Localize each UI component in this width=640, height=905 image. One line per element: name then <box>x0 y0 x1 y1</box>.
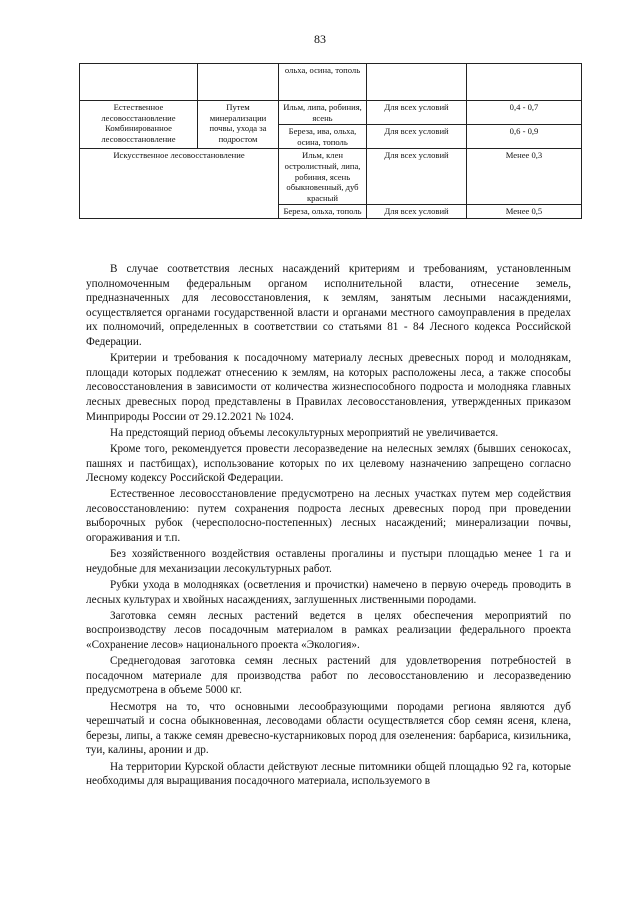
table-row <box>80 64 582 101</box>
page-number: 83 <box>314 32 326 46</box>
paragraph: Кроме того, рекомендуется провести лесоразведение на нелесных землях (бывших сенокосах, пашнях и пастбищах), использование которых по их целевому назначению запрещено согласно Лесному кодексу Российской Федерации. <box>86 442 571 485</box>
paragraph: В случае соответствия лесных насаждений критериям и требованиям, установленным уполномоченным федеральным органом исполнительной власти, отнесение земель, предназначенных для лесовосстановления, к землям, занятым лесными насаждениями, осуществляется органами государственной власти и органами местного самоуправления в пределах их полномочий, определенных в соответствии со статьями 81 - 84 Лесного кодекса Российской Федерации. <box>86 263 571 348</box>
table-row <box>80 149 582 205</box>
reforestation-table <box>79 63 582 219</box>
table-cell-value: 0,4 - 0,7 <box>467 101 582 125</box>
paragraph: Заготовка семян лесных растений ведется в целях обеспечения мероприятий по воспроизводству лесов посадочным материалом в рамках реализации федерального проекта «Сохранение лесов» национального проекта «Экология». <box>86 609 571 651</box>
paragraph: Без хозяйственного воздействия оставлены прогалины и пустыри площадью менее 1 га и неудобные для механизации лесокультурных работ. <box>86 548 571 575</box>
table-cell-species: Береза, ольха, тополь <box>279 205 367 219</box>
table-cell-conditions: Для всех условий <box>367 101 467 125</box>
paragraph: Несмотря на то, что основными лесообразующими породами региона являются дуб черешчатый и сосна обыкновенная, лесоводами области осуществляется сбор семян ясеня, клена, березы, липы, а также семян древесно-кустарниковых пород для озеленения: барбариса, кизильника, туи, калины, аронии и др. <box>86 700 571 757</box>
paragraph: На предстоящий период объемы лесокультурных мероприятий не увеличивается. <box>110 426 499 439</box>
table-cell-conditions: Для всех условий <box>367 125 467 149</box>
table-cell-conditions: Для всех условий <box>367 205 467 219</box>
table-cell <box>367 64 467 101</box>
paragraph: Среднегодовая заготовка семян лесных растений для удовлетворения потребностей в посадочном материале для производства работ по лесовосстановлению и лесоразведению предусмотрена в объеме 5000 кг. <box>86 655 571 697</box>
table-cell-species: Ильм, липа, робиния, ясень <box>279 101 367 125</box>
table-cell-measures: Путем минерализации почвы, ухода за подростом <box>198 101 279 149</box>
table-cell-species: ольха, осина, тополь <box>279 64 367 101</box>
body-text <box>86 262 571 790</box>
table-cell-method: Искусственное лесовосстановление <box>80 149 279 219</box>
table-cell <box>198 64 279 101</box>
table-cell-species: Береза, ива, ольха, осина, тополь <box>279 125 367 149</box>
table-cell <box>80 64 198 101</box>
method-combined: Комбинированное лесовосстановление <box>101 123 176 144</box>
table-cell-value: Менее 0,5 <box>467 205 582 219</box>
paragraph: На территории Курской области действуют лесные питомники общей площадью 92 га, которые необходимы для выращивания посадочного материала, используемого в <box>86 760 571 788</box>
paragraph: Естественное лесовосстановление предусмотрено на лесных участках путем мер содействия лесовосстановлению: путем сохранения подроста лесных древесных пород при проведении выборочных рубок (чересполосно-постепенных) лесных насаждений; минерализации почвы, огораживания и т.п. <box>86 488 571 545</box>
table-cell-species: Ильм, клен остролистный, липа, робиния, ясень обыкновенный, дуб красный <box>279 149 367 205</box>
table-cell <box>467 64 582 101</box>
paragraph: Критерии и требования к посадочному материалу лесных древесных пород и молоднякам, площади которых подлежат отнесению к землям, на которых расположены леса, а также способы лесовосстановления в зависимости от количества жизнеспособного подроста и молодняка главных лесных древесных пород представлены в Правилах лесовосстановления, утвержденных приказом Минприроды России от 29.12.2021 № 1024. <box>86 352 571 423</box>
method-natural: Естественное лесовосстановление <box>101 102 176 123</box>
table-cell-method <box>80 101 198 149</box>
table-row <box>80 101 582 125</box>
table-cell-conditions: Для всех условий <box>367 149 467 205</box>
paragraph: Рубки ухода в молодняках (осветления и прочистки) намечено в первую очередь проводить в лесных культурах и хвойных насаждениях, заглушенных лиственными породами. <box>86 579 571 606</box>
table-cell-value: Менее 0,3 <box>467 149 582 205</box>
table-cell-value: 0,6 - 0,9 <box>467 125 582 149</box>
